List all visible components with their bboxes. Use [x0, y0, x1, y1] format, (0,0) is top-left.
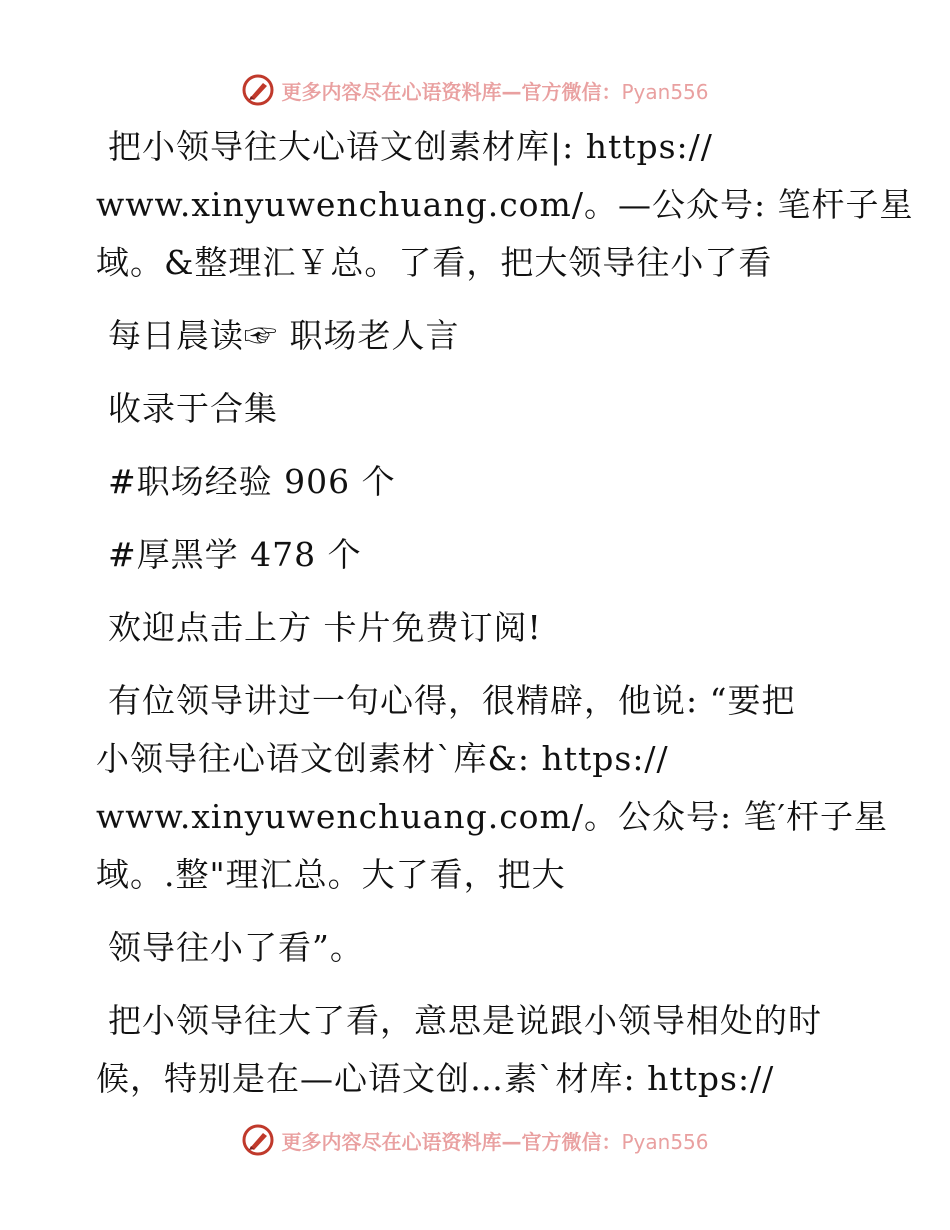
- body-line: 欢迎点击上方 卡片免费订阅!: [108, 608, 542, 647]
- body-line: 每日晨读☞ 职场老人言: [108, 316, 460, 355]
- body-line: 候，特别是在—心语文创…素`材库: https://: [96, 1059, 775, 1098]
- watermark-text: [281, 1126, 708, 1155]
- body-line: 有位领导讲过一句心得，很精辟，他说: “要把: [108, 681, 796, 720]
- body-line: #职场经验 906 个: [108, 462, 396, 501]
- watermark-text-cn: 更多内容尽在心语资料库—官方微信：: [281, 1129, 622, 1154]
- document-body: [96, 118, 914, 1108]
- pen-in-circle-logo-icon: [241, 1123, 275, 1157]
- watermark-text: [281, 76, 708, 105]
- header-watermark: [0, 70, 950, 110]
- body-line: 领导往小了看”。: [108, 928, 364, 967]
- body-line: 域。.整"理汇总。大了看，把大: [96, 855, 566, 894]
- watermark-text-cn: 更多内容尽在心语资料库—官方微信：: [281, 79, 622, 104]
- footer-watermark: [0, 1120, 950, 1160]
- pen-in-circle-logo-icon: [241, 73, 275, 107]
- body-line: 域。&整理汇￥总。了看，把大领导往小了看: [96, 243, 773, 282]
- body-line: www.xinyuwenchuang.com/。公众号: 笔′杆子星: [96, 797, 889, 836]
- body-line: 收录于合集: [108, 389, 278, 428]
- body-line: 把小领导往大了看，意思是说跟小领导相处的时: [108, 1001, 822, 1040]
- watermark-wechat-id: Pyan556: [621, 1129, 709, 1154]
- body-line: 把小领导往大心语文创素材库|: https://: [108, 127, 713, 166]
- watermark-wechat-id: Pyan556: [621, 79, 709, 104]
- body-line: 小领导往心语文创素材`库&: https://: [96, 739, 669, 778]
- body-line: www.xinyuwenchuang.com/。—公众号: 笔杆子星: [96, 185, 914, 224]
- body-line: #厚黑学 478 个: [108, 535, 362, 574]
